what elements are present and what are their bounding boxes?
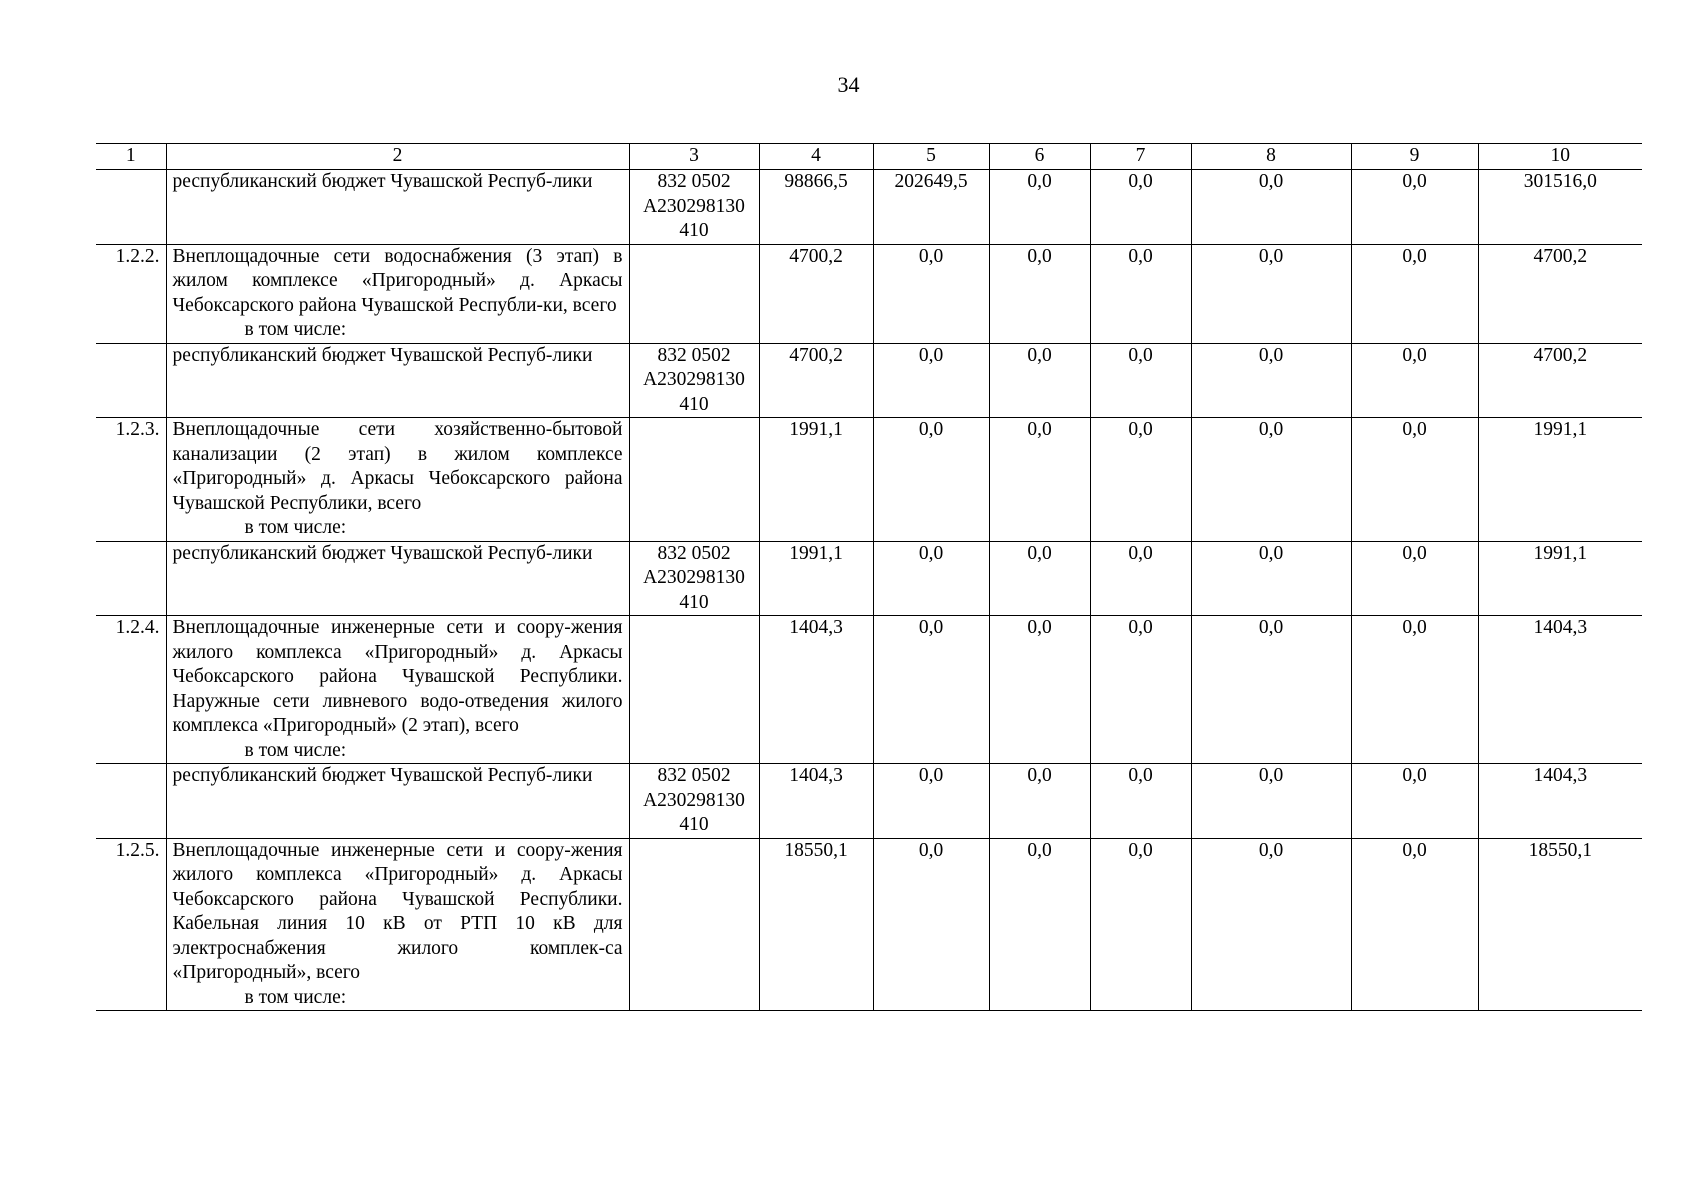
header-cell: 8: [1191, 144, 1351, 170]
value-cell: 1991,1: [1478, 541, 1642, 616]
header-cell: 7: [1090, 144, 1191, 170]
value-cell: 0,0: [1191, 170, 1351, 245]
table-row: [96, 764, 1642, 839]
row-description: [166, 616, 629, 764]
value-cell: 0,0: [873, 541, 989, 616]
row-number: [96, 764, 166, 839]
value-cell: 98866,5: [759, 170, 873, 245]
header-cell: 3: [629, 144, 759, 170]
value-cell: 1404,3: [1478, 764, 1642, 839]
value-cell: 0,0: [873, 343, 989, 418]
value-cell: 0,0: [1090, 764, 1191, 839]
value-cell: 18550,1: [1478, 838, 1642, 1011]
row-description: [166, 244, 629, 343]
description-text: республиканский бюджет Чувашской Респуб-лики: [172, 171, 593, 192]
value-cell: 301516,0: [1478, 170, 1642, 245]
row-description: [166, 541, 629, 616]
budget-code: [629, 170, 759, 245]
header-cell: 6: [989, 144, 1090, 170]
value-cell: 0,0: [873, 616, 989, 764]
table-row: [96, 343, 1642, 418]
value-cell: 0,0: [989, 764, 1090, 839]
row-number: 1.2.4.: [96, 616, 166, 764]
value-cell: 0,0: [1191, 244, 1351, 343]
budget-code-line: 832 0502: [657, 171, 731, 192]
row-description: [166, 170, 629, 245]
description-text: республиканский бюджет Чувашской Респуб-лики: [172, 344, 593, 366]
value-cell: 0,0: [1351, 541, 1478, 616]
table-header-row: [96, 144, 1642, 170]
budget-code: [629, 838, 759, 1011]
table-body: [96, 170, 1642, 1011]
value-cell: 0,0: [989, 418, 1090, 542]
value-cell: 4700,2: [759, 244, 873, 343]
value-cell: 1991,1: [1478, 418, 1642, 542]
table-row: [96, 838, 1642, 1011]
budget-code: [629, 616, 759, 764]
value-cell: 0,0: [989, 616, 1090, 764]
value-cell: 0,0: [1351, 764, 1478, 839]
including-label: в том числе:: [244, 517, 347, 538]
table-row: [96, 541, 1642, 616]
value-cell: 0,0: [1351, 343, 1478, 418]
budget-code-line: 410: [679, 591, 709, 613]
header-cell: 4: [759, 144, 873, 170]
value-cell: 0,0: [1351, 838, 1478, 1011]
value-cell: 1404,3: [759, 616, 873, 764]
value-cell: 0,0: [1090, 244, 1191, 343]
description-text: Внеплощадочные инженерные сети и соору-жения жилого комплекса «Пригородный» д. Аркасы Чебоксарского района Чувашской Республики. Кабельная линия 10 кВ от РТП 10 кВ для электроснабжения жилого комплек-са «Пригородный», всего: [172, 839, 623, 983]
budget-table: [96, 143, 1642, 1011]
value-cell: 4700,2: [1478, 343, 1642, 418]
row-number: [96, 343, 166, 418]
page-number: 34: [837, 72, 860, 97]
row-description: [166, 764, 629, 839]
budget-code: [629, 418, 759, 542]
value-cell: 1404,3: [1478, 616, 1642, 764]
including-label: в том числе:: [244, 319, 347, 340]
row-number: 1.2.5.: [96, 838, 166, 1011]
value-cell: 0,0: [989, 170, 1090, 245]
description-text: республиканский бюджет Чувашской Респуб-лики: [172, 765, 593, 786]
description-text: Внеплощадочные инженерные сети и соору-жения жилого комплекса «Пригородный» д. Аркасы Чебоксарского района Чувашской Республики. Наружные сети ливневого водо-отведения жилого комплекса «Пригородный» (2 этап), всего: [172, 617, 623, 736]
budget-code-line: 410: [679, 393, 709, 415]
row-description: [166, 418, 629, 542]
table-row: [96, 418, 1642, 542]
value-cell: 0,0: [1191, 343, 1351, 418]
description-text: Внеплощадочные сети хозяйственно-бытовой канализации (2 этап) в жилом комплексе «Пригородный» д. Аркасы Чебоксарского района Чувашской Республики, всего: [172, 419, 623, 514]
description-text: республиканский бюджет Чувашской Респуб-лики: [172, 542, 593, 564]
value-cell: 0,0: [1351, 418, 1478, 542]
row-number: [96, 170, 166, 245]
value-cell: 0,0: [1191, 541, 1351, 616]
value-cell: 1991,1: [759, 541, 873, 616]
value-cell: 0,0: [873, 838, 989, 1011]
value-cell: 18550,1: [759, 838, 873, 1011]
value-cell: 0,0: [1090, 838, 1191, 1011]
header-cell: 1: [96, 144, 166, 170]
value-cell: 0,0: [1191, 418, 1351, 542]
value-cell: 1991,1: [759, 418, 873, 542]
budget-code-line: 410: [679, 220, 709, 241]
value-cell: 0,0: [989, 343, 1090, 418]
budget-code-line: 832 0502: [657, 542, 731, 564]
including-label: в том числе:: [244, 739, 347, 761]
budget-code: [629, 343, 759, 418]
header-cell: 5: [873, 144, 989, 170]
row-number: [96, 541, 166, 616]
value-cell: 202649,5: [873, 170, 989, 245]
value-cell: 0,0: [1090, 170, 1191, 245]
table-row: [96, 244, 1642, 343]
value-cell: 0,0: [989, 838, 1090, 1011]
budget-code-line: А230298130: [643, 369, 745, 390]
budget-code-line: А230298130: [643, 567, 745, 588]
value-cell: 0,0: [1351, 616, 1478, 764]
budget-code: [629, 764, 759, 839]
value-cell: 0,0: [873, 764, 989, 839]
value-cell: 0,0: [1351, 244, 1478, 343]
budget-code-line: А230298130: [643, 789, 745, 811]
header-cell: 9: [1351, 144, 1478, 170]
description-text: Внеплощадочные сети водоснабжения (3 этап) в жилом комплексе «Пригородный» д. Аркасы Чебоксарского района Чувашской Республи-ки, всего: [172, 245, 623, 316]
value-cell: 0,0: [1351, 170, 1478, 245]
header-cell: 10: [1478, 144, 1642, 170]
row-number: 1.2.3.: [96, 418, 166, 542]
value-cell: 0,0: [1090, 418, 1191, 542]
budget-code-line: 410: [679, 814, 709, 835]
value-cell: 0,0: [1191, 838, 1351, 1011]
value-cell: 4700,2: [759, 343, 873, 418]
value-cell: 0,0: [873, 418, 989, 542]
budget-code-line: 832 0502: [657, 344, 731, 366]
row-number: 1.2.2.: [96, 244, 166, 343]
value-cell: 0,0: [1090, 343, 1191, 418]
budget-code: [629, 244, 759, 343]
value-cell: 0,0: [1090, 616, 1191, 764]
value-cell: 0,0: [989, 541, 1090, 616]
value-cell: 0,0: [1090, 541, 1191, 616]
value-cell: 0,0: [1191, 764, 1351, 839]
header-cell: 2: [166, 144, 629, 170]
row-description: [166, 838, 629, 1011]
value-cell: 4700,2: [1478, 244, 1642, 343]
value-cell: 0,0: [1191, 616, 1351, 764]
row-description: [166, 343, 629, 418]
budget-code-line: 832 0502: [657, 765, 731, 786]
value-cell: 0,0: [873, 244, 989, 343]
value-cell: 1404,3: [759, 764, 873, 839]
table-row: [96, 170, 1642, 245]
table-row: [96, 616, 1642, 764]
budget-code-line: А230298130: [643, 195, 745, 217]
value-cell: 0,0: [989, 244, 1090, 343]
budget-code: [629, 541, 759, 616]
including-label: в том числе:: [244, 986, 347, 1008]
